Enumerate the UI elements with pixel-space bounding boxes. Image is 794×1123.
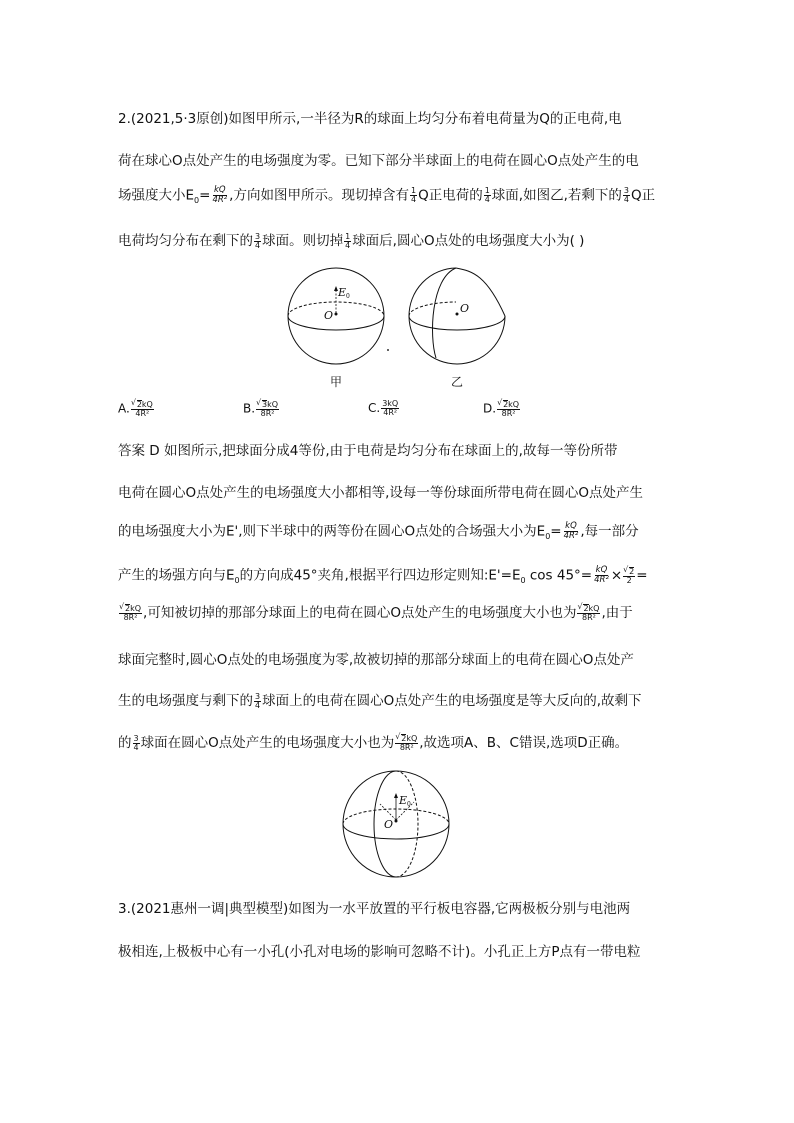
option-d[interactable]: D. √ $\frac{2kQ}{\text{8R²}}$ (483, 400, 521, 418)
q3-line-2: 极相连,上极板中心有一小孔(小孔对电场的影响可忽略不计)。小孔正上方P点有一带电粒 (118, 944, 641, 960)
option-a[interactable]: A. √ $\frac{2kQ}{\text{4R²}}$ (118, 400, 155, 418)
option-b[interactable]: B. √ $\frac{3kQ}{\text{8R²}}$ (243, 400, 280, 418)
answer-line-3: 的电场强度大小为E',则下半球中的两等份在圆心O点处的合场强大小为$E_0=$ $\frac{kQ}{\text{4R²}}$ ,每一部分 (118, 521, 639, 542)
fraction-kq-4r2: $\frac{kQ}{\text{4R²}}$ (212, 185, 228, 205)
answer-line-1: 答案 D 如图所示,把球面分成4等份,由于电荷是均匀分布在球面上的,故每一等份所带 (118, 443, 618, 459)
dot-mark (386, 348, 390, 352)
answer-line-7: 生的电场强度与剩下的 $\frac{3}{4}$ 球面上的电荷在圆心O点处产生的电场强度是等大反向的,故剩下 (118, 691, 642, 710)
o-label-yi: O (460, 302, 470, 315)
q2-line-2: 荷在球心O点处产生的电场强度为零。已知下部分半球面上的电荷在圆心O点处产生的电 (118, 153, 639, 169)
q2-line-1: 2.(2021,5·3原创)如图甲所示,一半径为R的球面上均匀分布着电荷量为Q的正电荷,电 (118, 111, 622, 127)
e0-label: E0 (338, 286, 350, 300)
caption-yi: 乙 (451, 375, 464, 389)
answer-line-8: 的 $\frac{3}{4}$ 球面在圆心O点处产生的电场强度大小也为 √ $\frac{2kQ}{\text{8R²}}$ ,故选项A、B、C错误,选项D正确。 (118, 734, 684, 752)
answer-line-4: 产生的场强方向与$E_0$的方向成45°夹角,根据平行四边形定则知$:E'=E_0$ cos 45°= $\frac{kQ}{\text{4R²}}$ × √ $\frac{2}{2}$ = (118, 566, 684, 590)
q2-line-4: 电荷均匀分布在剩下的 $\frac{3}{4}$ 球面。则切掉 $\frac{1}{4}$ 球面后,圆心O点处的电场强度大小为( ) (118, 231, 585, 250)
answer-line-5: √ $\frac{2kQ}{\text{8R²}}$ ,可知被切掉的那部分球面上的电荷在圆心O点处产生的电场强度大小也为 √ $\frac{2kQ}{\text{8R²}}$ ,由于 (118, 604, 684, 622)
sphere-figure-yi (407, 266, 509, 368)
o-label-answer: O (384, 818, 394, 831)
sphere-figure-answer (340, 768, 452, 880)
q3-line-1: 3.(2021惠州一调|典型模型)如图为一水平放置的平行板电容器,它两极板分别与电池两 (118, 901, 631, 917)
option-c[interactable]: C. $\frac{3kQ}{\text{4R²}}$ (368, 399, 399, 417)
sphere-figure-jia (286, 266, 388, 368)
answer-line-6: 球面完整时,圆心O点处的电场强度为零,故被切掉的那部分球面上的电荷在圆心O点处产 (118, 652, 634, 668)
q2-line-3: 场强度大小$E_0=$ $\frac{kQ}{\text{4R²}}$ ,方向如图甲所示。现切掉含有 $\frac{1}{4}$ Q正电荷的 $\frac{1}{4}$ 球面,如图乙,若剩下的 $\frac{3}{4}$ Q正 (118, 185, 656, 206)
caption-jia: 甲 (330, 375, 343, 389)
answer-line-2: 电荷在圆心O点处产生的电场强度大小都相等,设每一等份球面所带电荷在圆心O点处产生 (118, 485, 644, 501)
o-label: O (324, 309, 334, 322)
e0-label-answer: E0 (399, 794, 411, 808)
